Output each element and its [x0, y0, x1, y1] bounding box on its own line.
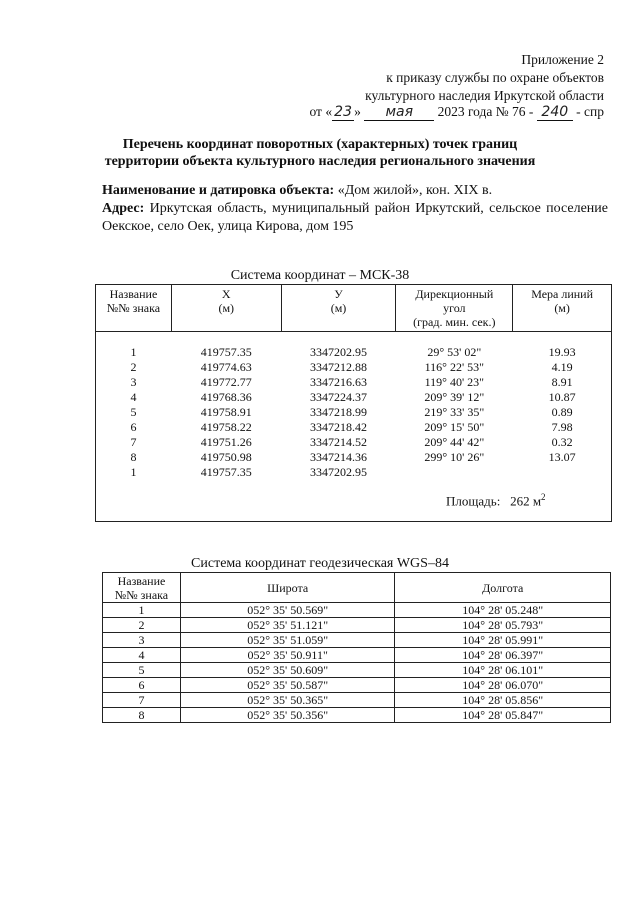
msk-row — [96, 390, 612, 405]
wgs-cell-lat: 052° 35' 50.365" — [180, 693, 395, 708]
wgs-row — [103, 708, 611, 723]
wgs-row — [103, 633, 611, 648]
msk-cell-x: 419757.35 — [200, 465, 252, 479]
wgs-cell-lon: 104° 28' 05.248" — [395, 603, 611, 618]
msk-header-row — [96, 285, 612, 332]
msk-cell-a: 116° 22' 53" — [424, 360, 485, 374]
wgs-cell-n: 6 — [103, 678, 181, 693]
wgs-cell-n: 7 — [103, 693, 181, 708]
msk-cell-x: 419774.63 — [200, 360, 252, 374]
msk-cell-a — [396, 465, 513, 480]
msk-cell-l: 4.19 — [551, 360, 573, 374]
wgs-row — [103, 693, 611, 708]
msk-cell-a: 119° 40' 23" — [424, 375, 485, 389]
msk-cell-a: 299° 10' 26" — [424, 450, 485, 464]
area-unit-power: 2 — [541, 492, 546, 502]
msk-cell-l: 0.32 — [551, 435, 573, 449]
wgs-header-name: Название №№ знака — [103, 573, 181, 603]
msk-cell-n: 6 — [130, 420, 137, 434]
wgs-cell-n: 1 — [103, 603, 181, 618]
msk-cell-n: 1 — [130, 345, 137, 359]
wgs-cell-lon: 104° 28' 05.847" — [395, 708, 611, 723]
msk-cell-x: 419772.77 — [200, 375, 252, 389]
object-name — [102, 182, 608, 200]
wgs-cell-n: 3 — [103, 633, 181, 648]
msk-row — [96, 405, 612, 420]
document-title-line-1: Перечень координат поворотных (характерных) точек границ — [122, 137, 518, 152]
address-value: Иркутская область, муниципальный район Иркутский, сельское поселение Оекское, село Оек, улица Кирова, дом 195 — [102, 201, 608, 234]
msk-header-direction: Дирекционный угол (град. мин. сек.) — [396, 285, 513, 332]
msk-header-x: X (м) — [171, 285, 281, 332]
msk-cell-y: 3347224.37 — [310, 390, 367, 404]
area-value: 262 м — [510, 493, 542, 509]
wgs-header-lat: Широта — [180, 573, 395, 603]
msk-cell-x: 419758.91 — [200, 405, 252, 419]
wgs-cell-lat: 052° 35' 50.587" — [180, 678, 395, 693]
handwritten-month: мая — [364, 104, 434, 121]
msk-cell-l: 0.89 — [551, 405, 573, 419]
wgs-cell-lat: 052° 35' 51.121" — [180, 618, 395, 633]
wgs-table — [102, 572, 611, 723]
msk-row — [96, 465, 612, 480]
wgs-cell-lat: 052° 35' 50.609" — [180, 663, 395, 678]
wgs-header-row — [103, 573, 611, 603]
wgs-cell-lon: 104° 28' 05.793" — [395, 618, 611, 633]
msk-cell-l: 7.98 — [551, 420, 573, 434]
object-address — [102, 200, 608, 236]
appendix-title: Приложение 2 — [521, 52, 604, 67]
msk-cell-l: 10.87 — [548, 390, 576, 404]
wgs-cell-n: 5 — [103, 663, 181, 678]
msk-cell-a: 219° 33' 35" — [424, 405, 485, 419]
msk-header-length: Мера линий (м) — [513, 285, 612, 332]
msk-cell-n: 8 — [130, 450, 137, 464]
handwritten-day: 23 — [332, 104, 354, 121]
msk-header-name: Название №№ знака — [96, 285, 172, 332]
msk-cell-y: 3347202.95 — [310, 465, 367, 479]
msk-cell-a: 209° 39' 12" — [424, 390, 485, 404]
wgs-cell-lon: 104° 28' 06.101" — [395, 663, 611, 678]
msk-cell-n: 3 — [130, 375, 137, 389]
appendix-line-2: к приказу службы по охране объектов — [386, 70, 604, 85]
msk-cell-x: 419750.98 — [200, 450, 252, 464]
msk-cell-n: 5 — [130, 405, 137, 419]
msk-row — [96, 360, 612, 375]
msk-cell-y: 3347218.42 — [310, 420, 367, 434]
msk-caption: Система координат – МСК-38 — [230, 268, 410, 283]
msk-row — [96, 420, 612, 435]
object-name-value: «Дом жилой», кон. XIX в. — [337, 183, 493, 198]
document-title-line-2: территории объекта культурного наследия регионального значения — [104, 154, 536, 169]
msk-cell-x: 419757.35 — [200, 345, 252, 359]
area — [446, 492, 546, 509]
area-label: Площадь: — [446, 493, 501, 509]
msk-cell-a: 209° 15' 50" — [424, 420, 485, 434]
msk-row — [96, 450, 612, 465]
msk-cell-y: 3347202.95 — [310, 345, 367, 359]
msk-table — [95, 284, 612, 480]
msk-cell-l — [513, 465, 612, 480]
object-name-label: Наименование и датировка объекта: — [102, 183, 335, 198]
wgs-cell-n: 8 — [103, 708, 181, 723]
wgs-cell-n: 2 — [103, 618, 181, 633]
wgs-cell-lat: 052° 35' 50.356" — [180, 708, 395, 723]
wgs-caption: Система координат геодезическая WGS–84 — [191, 556, 449, 571]
wgs-header-lon: Долгота — [395, 573, 611, 603]
appendix-line-3: культурного наследия Иркутской области — [365, 88, 604, 103]
date-mid: » — [354, 104, 361, 119]
appendix-date-line — [309, 104, 604, 121]
wgs-cell-lat: 052° 35' 51.059" — [180, 633, 395, 648]
msk-cell-x: 419768.36 — [200, 390, 252, 404]
msk-cell-x: 419751.26 — [200, 435, 252, 449]
msk-cell-l: 13.07 — [548, 450, 576, 464]
msk-cell-x: 419758.22 — [200, 420, 252, 434]
msk-cell-y: 3347212.88 — [310, 360, 367, 374]
msk-row — [96, 435, 612, 450]
wgs-cell-lat: 052° 35' 50.569" — [180, 603, 395, 618]
date-prefix: от « — [309, 104, 333, 119]
date-year: 2023 года № 76 - — [437, 104, 534, 119]
wgs-cell-lon: 104° 28' 05.991" — [395, 633, 611, 648]
wgs-row — [103, 678, 611, 693]
msk-cell-l: 8.91 — [551, 375, 573, 389]
wgs-row — [103, 603, 611, 618]
msk-cell-l: 19.93 — [548, 345, 576, 359]
msk-cell-y: 3347216.63 — [310, 375, 367, 389]
wgs-cell-n: 4 — [103, 648, 181, 663]
address-label: Адрес: — [102, 201, 145, 216]
wgs-cell-lon: 104° 28' 06.397" — [395, 648, 611, 663]
msk-cell-y: 3347218.99 — [310, 405, 367, 419]
msk-cell-y: 3347214.36 — [310, 450, 367, 464]
wgs-cell-lon: 104° 28' 05.856" — [395, 693, 611, 708]
msk-cell-y: 3347214.52 — [310, 435, 367, 449]
msk-cell-a: 209° 44' 42" — [424, 435, 485, 449]
handwritten-number: 240 — [537, 104, 573, 121]
number-suffix: - спр — [576, 104, 604, 119]
msk-cell-n: 7 — [130, 435, 137, 449]
msk-row — [96, 375, 612, 390]
msk-cell-a: 29° 53' 02" — [427, 345, 482, 359]
wgs-row — [103, 648, 611, 663]
msk-cell-n: 1 — [130, 465, 137, 479]
wgs-row — [103, 618, 611, 633]
wgs-row — [103, 663, 611, 678]
msk-cell-n: 2 — [130, 360, 137, 374]
msk-row — [96, 345, 612, 360]
wgs-cell-lat: 052° 35' 50.911" — [180, 648, 395, 663]
msk-header-y: У (м) — [281, 285, 396, 332]
msk-cell-n: 4 — [130, 390, 137, 404]
wgs-cell-lon: 104° 28' 06.070" — [395, 678, 611, 693]
